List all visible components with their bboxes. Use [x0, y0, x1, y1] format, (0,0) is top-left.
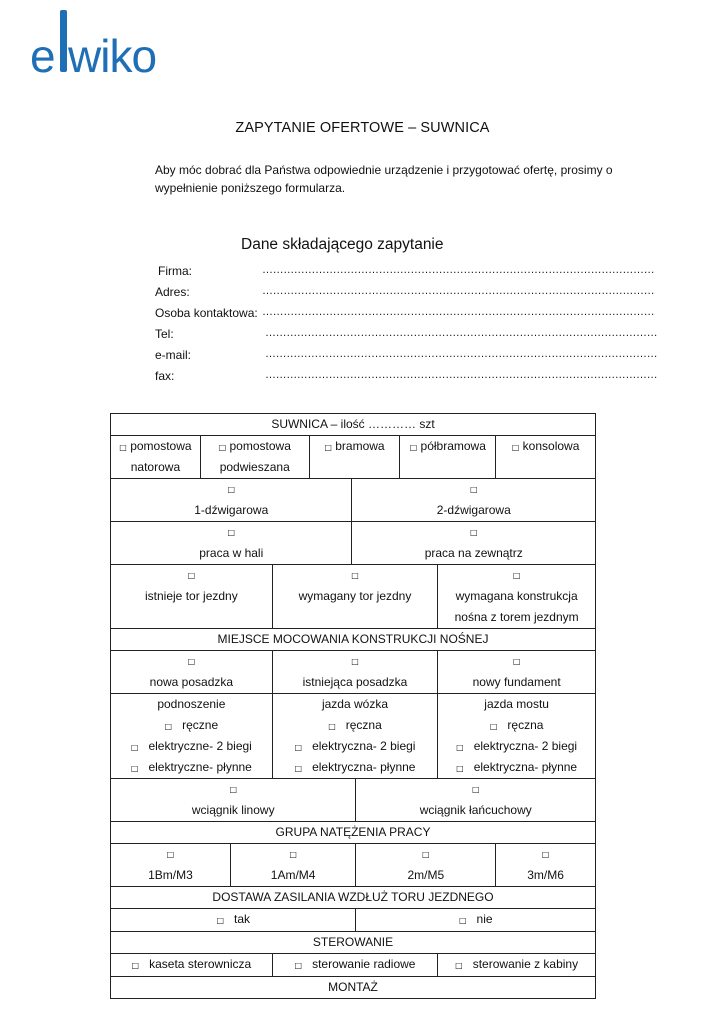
option-wciagnik-lancuchowy[interactable]: [356, 779, 596, 822]
drive-option-elp[interactable]: [111, 757, 272, 778]
option-bramowa[interactable]: [309, 436, 400, 479]
field-line-osoba[interactable]: …………………………………………………………………………………………………: [262, 306, 655, 318]
option-label: kaseta sterownicza: [149, 957, 252, 971]
option-label: elektryczne- płynne: [148, 760, 252, 774]
drive-option-elp[interactable]: [438, 757, 595, 778]
checkbox-icon[interactable]: □: [512, 571, 521, 580]
checkbox-icon[interactable]: □: [289, 850, 297, 859]
checkbox-icon[interactable]: □: [455, 961, 463, 970]
option-label: 1Am/M4: [270, 868, 316, 882]
drive-option-el2[interactable]: [438, 736, 595, 757]
option-label: wciągnik linowy: [191, 803, 275, 817]
drive-option-manual[interactable]: [273, 715, 438, 736]
checkbox-icon[interactable]: □: [351, 571, 359, 580]
checkbox-icon[interactable]: □: [489, 722, 498, 731]
option-label: pomostowa: [229, 439, 291, 453]
option-pomostowa-podwieszana[interactable]: [200, 436, 309, 479]
field-label-osoba: Osoba kontaktowa:: [155, 306, 258, 320]
checkbox-icon[interactable]: □: [119, 443, 127, 452]
logo-graphic: [30, 10, 180, 90]
checkbox-icon[interactable]: □: [131, 961, 140, 970]
checkbox-icon[interactable]: □: [471, 785, 480, 794]
option-label: bramowa: [335, 439, 385, 453]
control-header: STEROWANIE: [111, 932, 596, 954]
option-2m-m5[interactable]: [356, 844, 496, 887]
drive-title: jazda wózka: [321, 697, 389, 711]
drive-option-manual[interactable]: [111, 715, 272, 736]
checkbox-icon[interactable]: □: [409, 443, 418, 452]
checkbox-icon[interactable]: □: [187, 571, 196, 580]
option-nowa-posadzka[interactable]: [111, 651, 273, 694]
suwnica-header[interactable]: SUWNICA – ilość ………… szt: [111, 414, 596, 436]
field-label-tel: Tel:: [155, 327, 174, 341]
drive-option-elp[interactable]: [273, 757, 438, 778]
field-label-fax: fax:: [155, 369, 175, 383]
checkbox-icon[interactable]: □: [351, 657, 359, 666]
checkbox-icon[interactable]: □: [294, 743, 303, 752]
drive-option-el2[interactable]: [273, 736, 438, 757]
checkbox-icon[interactable]: □: [166, 850, 175, 859]
checkbox-icon[interactable]: □: [216, 916, 224, 925]
option-istnieje-tor[interactable]: [111, 565, 273, 629]
option-label: 3m/M6: [527, 868, 564, 882]
checkbox-icon[interactable]: □: [164, 722, 173, 731]
option-label-2: nośna z torem jezdnym: [454, 610, 579, 624]
option-label: elektryczna- płynne: [312, 760, 416, 774]
option-label: nowy fundament: [472, 675, 561, 689]
checkbox-icon[interactable]: □: [130, 743, 139, 752]
supply-header: DOSTAWA ZASILANIA WZDŁUŻ TORU JEZDNEGO: [111, 887, 596, 909]
field-line-email[interactable]: …………………………………………………………………………………………………: [265, 348, 658, 360]
option-konsolowa[interactable]: [496, 436, 596, 479]
option-label: istniejąca posadzka: [302, 675, 408, 689]
field-line-tel[interactable]: …………………………………………………………………………………………………: [265, 327, 658, 339]
option-label: sterowanie radiowe: [312, 957, 416, 971]
checkbox-icon[interactable]: □: [227, 528, 236, 537]
option-label: 2m/M5: [407, 868, 445, 882]
option-label-2: natorowa: [130, 460, 181, 474]
option-label: wymagana konstrukcja: [455, 589, 578, 603]
option-praca-na-zewnatrz[interactable]: [352, 522, 596, 565]
option-1bm-m3[interactable]: [111, 844, 231, 887]
option-label: elektryczna- płynne: [473, 760, 578, 774]
option-label: ręczne: [182, 718, 219, 732]
drive-jazda-mostu: [438, 694, 596, 779]
option-label: tak: [234, 912, 251, 926]
checkbox-icon[interactable]: □: [227, 485, 236, 494]
option-polbramowa[interactable]: [400, 436, 496, 479]
option-label: elektryczna- 2 biegi: [312, 739, 416, 753]
drive-jazda-wozka: [272, 694, 438, 779]
option-label: praca w hali: [199, 546, 264, 560]
option-3m-m6[interactable]: [496, 844, 596, 887]
montage-header: MONTAŻ: [111, 977, 596, 999]
option-label: sterowanie z kabiny: [472, 957, 579, 971]
option-wymagany-tor[interactable]: [272, 565, 438, 629]
field-line-firma[interactable]: …………………………………………………………………………………………………: [262, 264, 655, 276]
option-label: 1Bm/M3: [148, 868, 193, 882]
checkbox-icon[interactable]: □: [218, 443, 227, 452]
checkbox-icon[interactable]: □: [458, 916, 467, 925]
checkbox-icon[interactable]: □: [469, 485, 478, 494]
drive-title: podnoszenie: [157, 697, 226, 711]
option-label: pomostowa: [130, 439, 192, 453]
field-line-adres[interactable]: …………………………………………………………………………………………………: [262, 285, 655, 297]
option-z-kabiny[interactable]: [438, 954, 596, 977]
checkbox-icon[interactable]: □: [512, 657, 521, 666]
field-label-firma: Firma:: [158, 264, 192, 278]
option-istniejaca-posadzka[interactable]: [272, 651, 438, 694]
checkbox-icon[interactable]: □: [130, 764, 139, 773]
svg-text:e: e: [30, 30, 55, 82]
option-label: 2-dźwigarowa: [436, 503, 511, 517]
svg-text:wiko: wiko: [68, 30, 157, 82]
elwiko-logo: [30, 10, 180, 95]
option-label: praca na zewnątrz: [424, 546, 523, 560]
option-label: wciągnik łańcuchowy: [419, 803, 532, 817]
option-label: elektryczne- 2 biegi: [148, 739, 252, 753]
option-label-2: podwieszana: [219, 460, 290, 474]
option-radiowe[interactable]: [272, 954, 438, 977]
option-nowy-fundament[interactable]: [438, 651, 596, 694]
option-praca-w-hali[interactable]: [111, 522, 352, 565]
option-label: 1-dźwigarowa: [194, 503, 269, 517]
option-label: półbramowa: [420, 439, 486, 453]
option-kaseta[interactable]: [111, 954, 273, 977]
checkbox-icon[interactable]: □: [541, 850, 550, 859]
option-label: nie: [476, 912, 493, 926]
checkbox-icon[interactable]: □: [469, 528, 478, 537]
checkbox-icon[interactable]: □: [456, 743, 464, 752]
option-label: elektryczna- 2 biegi: [473, 739, 578, 753]
checkbox-icon[interactable]: □: [511, 443, 520, 452]
option-label: nowa posadzka: [149, 675, 234, 689]
option-label: wymagany tor jezdny: [298, 589, 412, 603]
field-line-fax[interactable]: …………………………………………………………………………………………………: [265, 369, 658, 381]
checkbox-icon[interactable]: □: [294, 961, 303, 970]
option-label: ręczna: [507, 718, 544, 732]
drive-option-manual[interactable]: [438, 715, 595, 736]
drive-podnoszenie: [111, 694, 273, 779]
option-nie[interactable]: [356, 909, 596, 932]
option-wciagnik-linowy[interactable]: [111, 779, 356, 822]
drive-option-el2[interactable]: [111, 736, 272, 757]
intro-text: Aby móc dobrać dla Państwa odpowiednie urządzenie i przygotować ofertę, prosimy o wypełnienie poniższego formularza.: [155, 163, 613, 195]
field-label-adres: Adres:: [155, 285, 190, 299]
option-label: ręczna: [345, 718, 382, 732]
drive-title: jazda mostu: [484, 697, 549, 711]
option-1am-m4[interactable]: [230, 844, 356, 887]
option-2-dzwigarowa[interactable]: [352, 479, 596, 522]
option-wymagana-konstrukcja[interactable]: [438, 565, 596, 629]
option-pomostowa-natorowa[interactable]: [111, 436, 201, 479]
option-label: istnieje tor jezdny: [145, 589, 238, 603]
applicant-heading: Dane składającego zapytanie: [241, 236, 444, 253]
option-label: konsolowa: [522, 439, 580, 453]
page-title: ZAPYTANIE OFERTOWE – SUWNICA: [235, 120, 490, 136]
checkbox-icon[interactable]: □: [324, 443, 332, 452]
group-header: GRUPA NATĘŻENIA PRACY: [111, 822, 596, 844]
option-tak[interactable]: [111, 909, 356, 932]
checkbox-icon[interactable]: □: [294, 764, 303, 773]
field-label-email: e-mail:: [155, 348, 192, 362]
option-1-dzwigarowa[interactable]: [111, 479, 352, 522]
checkbox-icon[interactable]: □: [422, 850, 430, 859]
checkbox-icon[interactable]: □: [187, 657, 196, 666]
checkbox-icon[interactable]: □: [229, 785, 238, 794]
checkbox-icon[interactable]: □: [328, 722, 336, 731]
inquiry-form-table: [110, 413, 596, 999]
mount-header: MIEJSCE MOCOWANIA KONSTRUKCJI NOŚNEJ: [111, 629, 596, 651]
checkbox-icon[interactable]: □: [456, 764, 464, 773]
